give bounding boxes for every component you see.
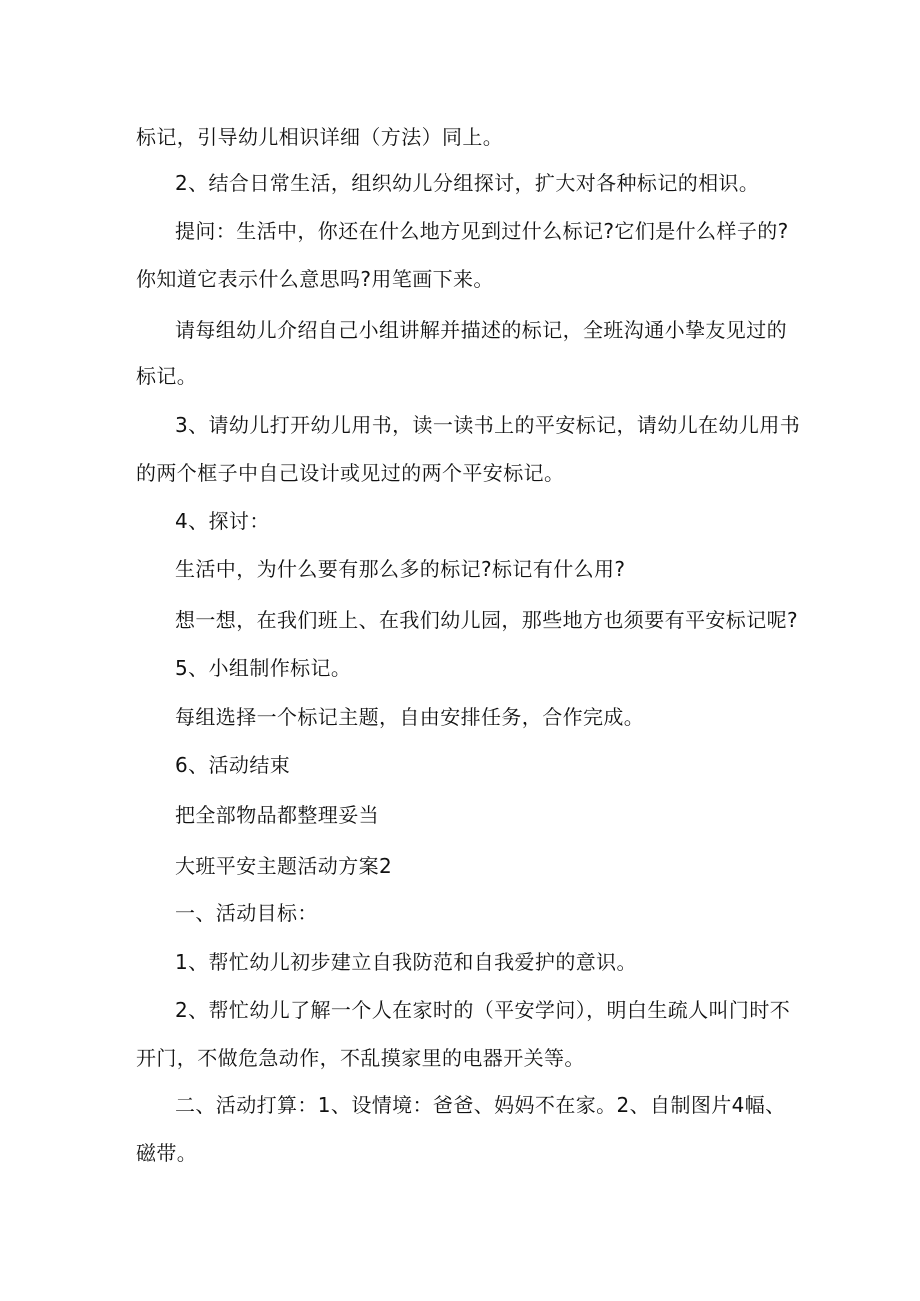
section-heading: 大班平安主题活动方案2	[175, 854, 393, 878]
text-line: 4、探讨：	[175, 509, 270, 533]
text-line: 每组选择一个标记主题，自由安排任务，合作完成。	[175, 705, 645, 729]
text-line: 2、帮忙幼儿了解一个人在家时的（平安学问），明白生疏人叫门时不	[175, 998, 791, 1022]
text-line: 标记，引导幼儿相识详细（方法）同上。	[136, 125, 504, 149]
text-line: 开门，不做危急动作，不乱摸家里的电器开关等。	[136, 1046, 585, 1070]
text-line: 把全部物品都整理妥当	[175, 803, 379, 827]
text-line: 标记。	[136, 364, 198, 388]
text-line: 5、小组制作标记。	[175, 656, 352, 680]
text-line: 二、活动打算：1、设情境：爸爸、妈妈不在家。2、自制图片4幅、	[175, 1093, 786, 1117]
text-line: 的两个框子中自己设计或见过的两个平安标记。	[136, 461, 565, 485]
text-line: 3、请幼儿打开幼儿用书，读一读书上的平安标记，请幼儿在幼儿用书	[175, 413, 801, 437]
text-line: 请每组幼儿介绍自己小组讲解并描述的标记，全班沟通小挚友见过的	[175, 318, 787, 342]
text-line: 你知道它表示什么意思吗?用笔画下来。	[136, 267, 494, 291]
text-line: 2、结合日常生活，组织幼儿分组探讨，扩大对各种标记的相识。	[175, 171, 760, 195]
text-line: 提问：生活中，你还在什么地方见到过什么标记?它们是什么样子的?	[175, 219, 789, 243]
text-line: 6、活动结束	[175, 753, 291, 777]
text-line: 一、活动目标：	[175, 901, 318, 925]
text-line: 生活中，为什么要有那么多的标记?标记有什么用?	[175, 557, 626, 581]
text-line: 1、帮忙幼儿初步建立自我防范和自我爱护的意识。	[175, 950, 637, 974]
text-line: 磁带。	[136, 1141, 198, 1165]
text-line: 想一想，在我们班上、在我们幼儿园，那些地方也须要有平安标记呢?	[175, 608, 799, 632]
